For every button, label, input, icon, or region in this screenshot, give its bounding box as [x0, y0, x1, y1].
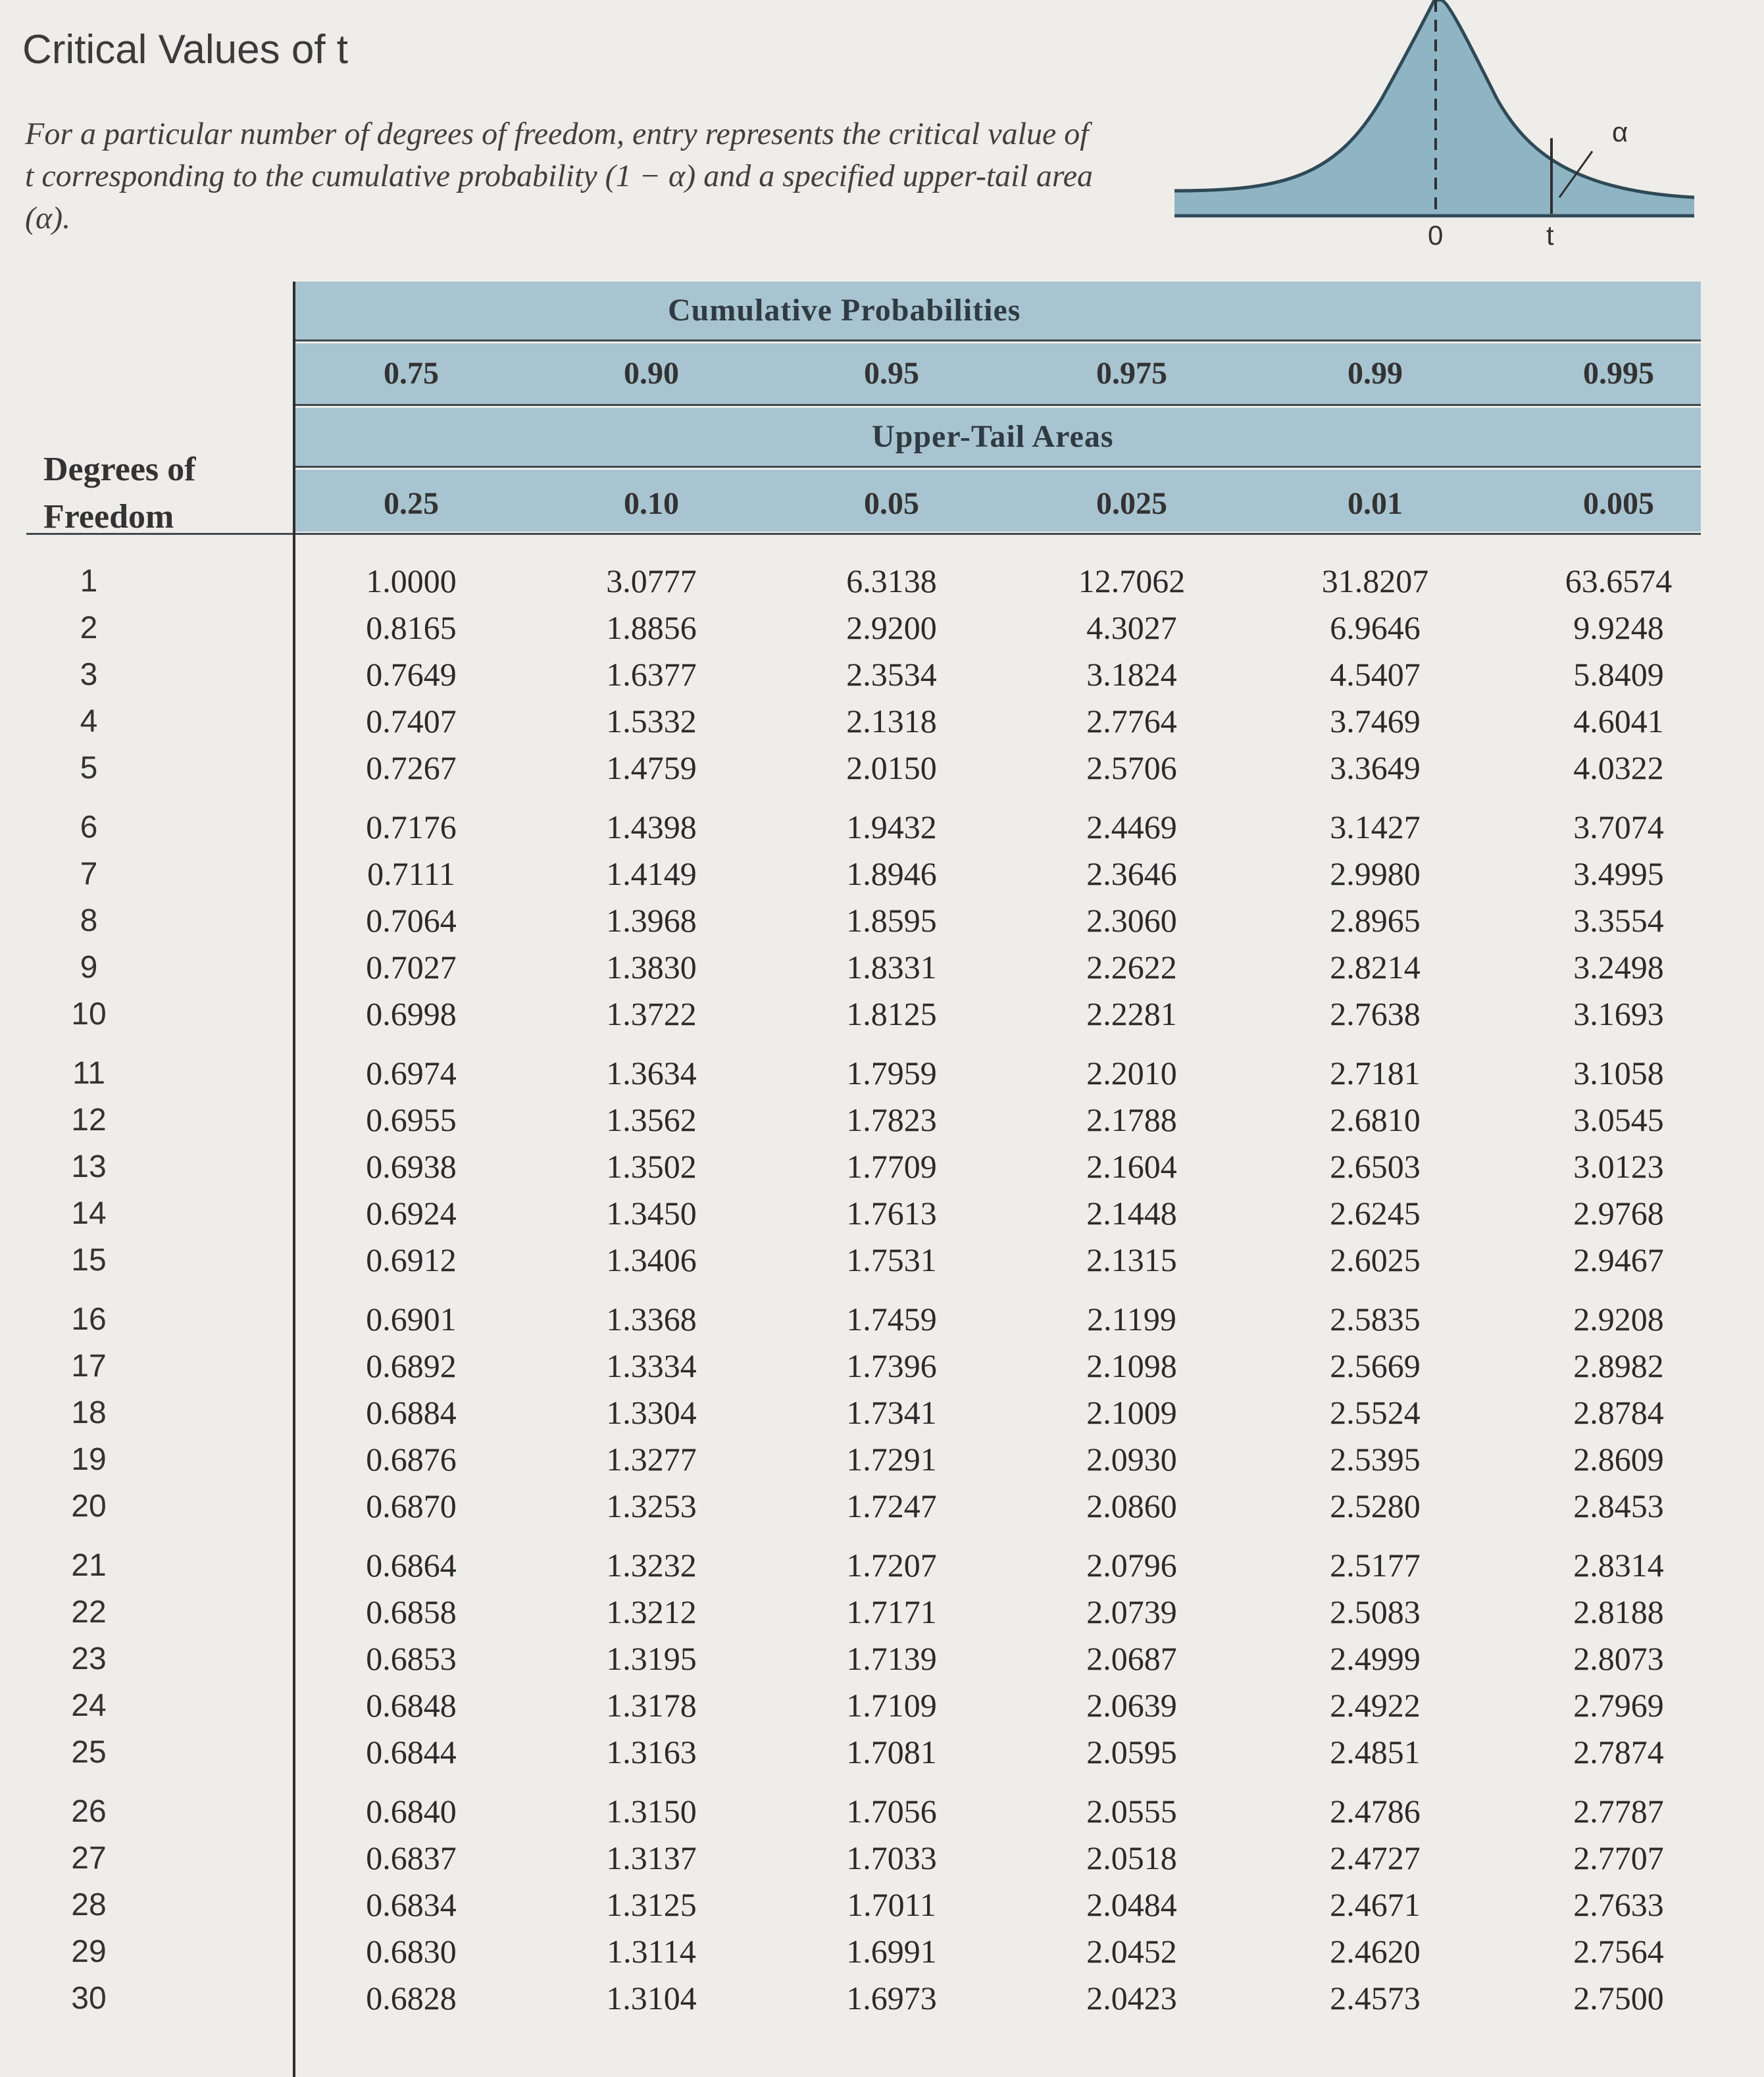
critical-value-cell: 0.6870: [366, 1488, 457, 1524]
prob-header: 0.995: [1583, 356, 1654, 391]
df-cell: 18: [71, 1395, 107, 1430]
critical-value-cell: 2.7707: [1573, 1839, 1664, 1876]
critical-value-cell: 3.3649: [1330, 749, 1421, 786]
critical-value-cell: 2.2010: [1086, 1055, 1177, 1091]
critical-value-cell: 2.9768: [1573, 1195, 1664, 1232]
critical-value-cell: 2.9208: [1573, 1301, 1664, 1338]
critical-value-cell: 1.7056: [846, 1793, 937, 1830]
table-row: [26, 1343, 1701, 1389]
critical-value-cell: 4.5407: [1330, 656, 1421, 693]
critical-value-cell: 0.7111: [367, 855, 455, 892]
df-cell: 26: [71, 1794, 107, 1829]
critical-value-cell: 2.1199: [1087, 1301, 1176, 1338]
critical-value-cell: 2.7969: [1573, 1687, 1664, 1724]
critical-value-cell: 2.0423: [1086, 1980, 1177, 2016]
critical-value-cell: 3.7469: [1330, 703, 1421, 739]
critical-value-cell: 2.0452: [1086, 1933, 1177, 1970]
critical-value-cell: 2.8188: [1573, 1593, 1664, 1630]
df-cell: 24: [71, 1688, 107, 1723]
alpha-label: α: [1612, 116, 1628, 147]
critical-value-cell: 2.6810: [1330, 1101, 1421, 1138]
critical-value-cell: 1.8946: [846, 855, 937, 892]
table-row: [26, 1542, 1701, 1589]
df-cell: 3: [80, 657, 98, 692]
critical-value-cell: 3.0545: [1573, 1101, 1664, 1138]
critical-value-cell: 0.6834: [366, 1886, 457, 1923]
table-row: [26, 1050, 1701, 1097]
critical-value-cell: 1.3634: [606, 1055, 697, 1091]
critical-value-cell: 2.6245: [1330, 1195, 1421, 1232]
table-row: [26, 1389, 1701, 1436]
prob-header: 0.90: [624, 356, 679, 391]
critical-value-cell: 1.3212: [606, 1593, 697, 1630]
critical-value-cell: 2.0595: [1086, 1734, 1177, 1770]
df-cell: 9: [80, 950, 98, 985]
critical-value-cell: 0.6912: [366, 1241, 457, 1278]
area-header: 0.01: [1348, 486, 1403, 521]
df-cell: 20: [71, 1489, 107, 1524]
critical-value-cell: 12.7062: [1078, 563, 1186, 599]
df-cell: 12: [71, 1103, 107, 1138]
critical-value-cell: 0.7649: [366, 656, 457, 693]
critical-value-cell: 2.1318: [846, 703, 937, 739]
critical-value-cell: 0.6998: [366, 995, 457, 1032]
critical-value-cell: 2.6025: [1330, 1241, 1421, 1278]
critical-value-cell: 1.6973: [846, 1980, 937, 2016]
critical-value-cell: 2.0518: [1086, 1839, 1177, 1876]
critical-value-cell: 2.8073: [1573, 1640, 1664, 1677]
table-row: [26, 851, 1701, 897]
critical-value-cell: 0.7407: [366, 703, 457, 739]
df-cell: 28: [71, 1888, 107, 1922]
critical-value-cell: 1.4398: [606, 809, 697, 845]
critical-value-cell: 1.3562: [606, 1101, 697, 1138]
table-row: [26, 1190, 1701, 1237]
critical-value-cell: 1.7081: [846, 1734, 937, 1770]
df-cell: 1: [80, 564, 98, 599]
critical-value-cell: 1.8856: [606, 609, 697, 646]
df-cell: 23: [71, 1641, 107, 1676]
table-row: [26, 1483, 1701, 1530]
df-cell: 13: [71, 1149, 107, 1184]
critical-value-cell: 1.7613: [846, 1195, 937, 1232]
critical-value-cell: 2.8784: [1573, 1394, 1664, 1431]
critical-value-cell: 2.0860: [1086, 1488, 1177, 1524]
critical-value-cell: 1.3277: [606, 1441, 697, 1478]
row-group: [26, 804, 1701, 1050]
critical-value-cell: 2.5706: [1086, 749, 1177, 786]
critical-value-cell: 2.3646: [1086, 855, 1177, 892]
table-row: [26, 1589, 1701, 1636]
df-cell: 27: [71, 1841, 107, 1876]
critical-value-cell: 2.4671: [1330, 1886, 1421, 1923]
critical-value-cell: 2.1604: [1086, 1148, 1177, 1185]
df-cell: 11: [72, 1056, 105, 1091]
critical-value-cell: 3.3554: [1573, 902, 1664, 939]
table-row: [26, 944, 1701, 991]
critical-value-cell: 2.0150: [846, 749, 937, 786]
upper-tail-areas-header: Upper-Tail Areas: [872, 419, 1114, 454]
critical-value-cell: 1.3195: [606, 1640, 697, 1677]
critical-value-cell: 6.9646: [1330, 609, 1421, 646]
critical-value-cell: 2.5524: [1330, 1394, 1421, 1431]
critical-value-cell: 2.7181: [1330, 1055, 1421, 1091]
degrees-of-freedom-header: Degrees of Freedom: [43, 451, 196, 536]
critical-value-cell: 1.7171: [846, 1593, 937, 1630]
prob-header: 0.99: [1348, 356, 1403, 391]
critical-value-cell: 1.3368: [606, 1301, 697, 1338]
critical-value-cell: 0.7176: [366, 809, 457, 845]
critical-value-cell: 2.1788: [1086, 1101, 1177, 1138]
critical-value-cell: 2.0687: [1086, 1640, 1177, 1677]
table-description: For a particular number of degrees of freedom, entry represents the critical value of t corresponding to the cumulative probability (1 − α) and a specified upper-tail area (α).: [25, 116, 1094, 236]
critical-value-cell: 1.6377: [606, 656, 697, 693]
critical-value-cell: 2.0739: [1086, 1593, 1177, 1630]
df-cell: 5: [80, 751, 98, 786]
df-cell: 25: [71, 1735, 107, 1770]
critical-value-cell: 2.5083: [1330, 1593, 1421, 1630]
critical-value-cell: 2.8453: [1573, 1488, 1664, 1524]
critical-value-cell: 2.6503: [1330, 1148, 1421, 1185]
critical-values-table: [26, 282, 1701, 2077]
critical-value-cell: 2.1315: [1086, 1241, 1177, 1278]
critical-value-cell: 1.3114: [607, 1933, 696, 1970]
critical-value-cell: 1.3253: [606, 1488, 697, 1524]
critical-value-cell: 1.0000: [366, 563, 457, 599]
critical-value-cell: 0.6892: [366, 1347, 457, 1384]
critical-value-cell: 3.1058: [1573, 1055, 1664, 1091]
page-title: Critical Values of t: [22, 27, 349, 72]
critical-value-cell: 0.7064: [366, 902, 457, 939]
critical-value-cell: 0.6858: [366, 1593, 457, 1630]
area-header: 0.005: [1583, 486, 1654, 521]
table-row: [26, 1882, 1701, 1928]
table-row: [26, 745, 1701, 791]
critical-value-cell: 2.2622: [1086, 949, 1177, 986]
critical-value-cell: 3.7074: [1573, 809, 1664, 845]
row-group: [26, 1542, 1701, 1788]
critical-value-cell: 1.7011: [847, 1886, 936, 1923]
critical-value-cell: 2.9200: [846, 609, 937, 646]
critical-value-cell: 3.2498: [1573, 949, 1664, 986]
critical-value-cell: 2.4469: [1086, 809, 1177, 845]
critical-value-cell: 1.7823: [846, 1101, 937, 1138]
table-row: [26, 1237, 1701, 1284]
df-cell: 29: [71, 1934, 107, 1969]
critical-value-cell: 1.9432: [846, 809, 937, 845]
row-group: [26, 1788, 1701, 2034]
df-cell: 10: [71, 997, 107, 1032]
critical-value-cell: 2.8965: [1330, 902, 1421, 939]
table-row: [26, 991, 1701, 1038]
critical-value-cell: 3.0777: [606, 563, 697, 599]
critical-value-cell: 2.0930: [1086, 1441, 1177, 1478]
table-row: [26, 804, 1701, 851]
critical-value-cell: 1.3137: [606, 1839, 697, 1876]
table-row: [26, 1975, 1701, 2022]
critical-value-cell: 0.8165: [366, 609, 457, 646]
critical-value-cell: 1.7291: [846, 1441, 937, 1478]
t-label: t: [1546, 220, 1554, 251]
critical-value-cell: 2.5835: [1330, 1301, 1421, 1338]
critical-value-cell: 0.6844: [366, 1734, 457, 1770]
critical-value-cell: 2.8214: [1330, 949, 1421, 986]
table-body: [26, 558, 1701, 2034]
critical-value-cell: 2.7764: [1086, 703, 1177, 739]
critical-value-cell: 1.3178: [606, 1687, 697, 1724]
critical-value-cell: 2.5280: [1330, 1488, 1421, 1524]
table-row: [26, 1436, 1701, 1483]
df-cell: 15: [71, 1243, 107, 1278]
critical-value-cell: 4.6041: [1573, 703, 1664, 739]
critical-value-cell: 1.5332: [606, 703, 697, 739]
table-row: [26, 605, 1701, 651]
table-row: [26, 1143, 1701, 1190]
table-row: [26, 1835, 1701, 1882]
critical-value-cell: 2.1448: [1086, 1195, 1177, 1232]
df-cell: 17: [71, 1349, 107, 1384]
critical-value-cell: 1.3104: [606, 1980, 697, 2016]
critical-value-cell: 4.3027: [1086, 609, 1177, 646]
critical-value-cell: 1.8125: [846, 995, 937, 1032]
critical-value-cell: 2.7500: [1573, 1980, 1664, 2016]
critical-value-cell: 3.1427: [1330, 809, 1421, 845]
critical-value-cell: 2.2281: [1086, 995, 1177, 1032]
table-row: [26, 1097, 1701, 1143]
zero-label: 0: [1428, 220, 1444, 251]
df-cell: 19: [71, 1442, 107, 1477]
critical-value-cell: 2.4786: [1330, 1793, 1421, 1830]
area-header: 0.05: [864, 486, 919, 521]
critical-value-cell: 1.3334: [606, 1347, 697, 1384]
critical-value-cell: 1.7033: [846, 1839, 937, 1876]
df-cell: 8: [80, 903, 98, 938]
df-cell: 22: [71, 1595, 107, 1630]
prob-header: 0.975: [1096, 356, 1167, 391]
critical-value-cell: 4.0322: [1573, 749, 1664, 786]
table-row: [26, 1788, 1701, 1835]
t-distribution-figure: [1165, 0, 1704, 263]
critical-value-cell: 5.8409: [1573, 656, 1664, 693]
critical-value-cell: 0.6876: [366, 1441, 457, 1478]
table-row: [26, 698, 1701, 745]
area-header: 0.25: [384, 486, 439, 521]
critical-value-cell: 1.3968: [606, 902, 697, 939]
critical-value-cell: 1.3163: [606, 1734, 697, 1770]
critical-value-cell: 0.6938: [366, 1148, 457, 1185]
critical-value-cell: 0.6901: [366, 1301, 457, 1338]
area-header: 0.10: [624, 486, 679, 521]
df-cell: 6: [80, 810, 98, 845]
critical-value-cell: 1.7207: [846, 1547, 937, 1584]
table-row: [26, 558, 1701, 605]
critical-value-cell: 2.4922: [1330, 1687, 1421, 1724]
critical-value-cell: 2.8314: [1573, 1547, 1664, 1584]
df-cell: 16: [71, 1302, 107, 1337]
prob-header: 0.95: [864, 356, 919, 391]
critical-value-cell: 0.7267: [366, 749, 457, 786]
critical-value-cell: 1.7459: [846, 1301, 937, 1338]
critical-value-cell: 1.3830: [606, 949, 697, 986]
critical-value-cell: 2.4573: [1330, 1980, 1421, 2016]
critical-value-cell: 1.3722: [606, 995, 697, 1032]
critical-value-cell: 3.1693: [1573, 995, 1664, 1032]
row-group: [26, 558, 1701, 804]
critical-value-cell: 0.6974: [366, 1055, 457, 1091]
df-cell: 30: [71, 1981, 107, 2016]
table-row: [26, 1928, 1701, 1975]
critical-value-cell: 1.7247: [846, 1488, 937, 1524]
critical-value-cell: 1.8331: [846, 949, 937, 986]
df-cell: 7: [80, 857, 98, 891]
critical-value-cell: 3.4995: [1573, 855, 1664, 892]
critical-value-cell: 1.7139: [846, 1640, 937, 1677]
prob-header: 0.75: [384, 356, 439, 391]
critical-value-cell: 0.6848: [366, 1687, 457, 1724]
critical-value-cell: 2.9467: [1573, 1241, 1664, 1278]
critical-value-cell: 1.7396: [846, 1347, 937, 1384]
critical-value-cell: 2.7874: [1573, 1734, 1664, 1770]
critical-value-cell: 2.7633: [1573, 1886, 1664, 1923]
critical-value-cell: 2.4999: [1330, 1640, 1421, 1677]
critical-value-cell: 2.8982: [1573, 1347, 1664, 1384]
df-cell: 14: [71, 1196, 107, 1231]
critical-value-cell: 1.3502: [606, 1148, 697, 1185]
critical-value-cell: 31.8207: [1321, 563, 1429, 599]
critical-value-cell: 1.3450: [606, 1195, 697, 1232]
critical-value-cell: 0.6830: [366, 1933, 457, 1970]
critical-value-cell: 1.3232: [606, 1547, 697, 1584]
table-row: [26, 1729, 1701, 1776]
critical-value-cell: 1.4759: [606, 749, 697, 786]
row-group: [26, 1296, 1701, 1542]
critical-value-cell: 2.5177: [1330, 1547, 1421, 1584]
row-group: [26, 1050, 1701, 1296]
critical-value-cell: 0.6840: [366, 1793, 457, 1830]
critical-value-cell: 0.6828: [366, 1980, 457, 2016]
critical-value-cell: 2.1098: [1086, 1347, 1177, 1384]
critical-value-cell: 1.4149: [606, 855, 697, 892]
critical-value-cell: 2.5395: [1330, 1441, 1421, 1478]
critical-value-cell: 2.7787: [1573, 1793, 1664, 1830]
critical-value-cell: 2.5669: [1330, 1347, 1421, 1384]
critical-value-cell: 1.3406: [606, 1241, 697, 1278]
critical-value-cell: 0.6864: [366, 1547, 457, 1584]
critical-value-cell: 1.3304: [606, 1394, 697, 1431]
critical-value-cell: 1.6991: [846, 1933, 937, 1970]
critical-value-cell: 0.6955: [366, 1101, 457, 1138]
critical-value-cell: 6.3138: [846, 563, 937, 599]
critical-value-cell: 0.6837: [366, 1839, 457, 1876]
critical-value-cell: 9.9248: [1573, 609, 1664, 646]
critical-value-cell: 1.7959: [846, 1055, 937, 1091]
critical-value-cell: 2.7638: [1330, 995, 1421, 1032]
table-row: [26, 1296, 1701, 1343]
area-header: 0.025: [1096, 486, 1167, 521]
critical-value-cell: 2.4727: [1330, 1839, 1421, 1876]
critical-value-cell: 1.3125: [606, 1886, 697, 1923]
critical-value-cell: 3.1824: [1086, 656, 1177, 693]
critical-value-cell: 2.4620: [1330, 1933, 1421, 1970]
critical-value-cell: 2.0484: [1086, 1886, 1177, 1923]
critical-value-cell: 2.7564: [1573, 1933, 1664, 1970]
critical-value-cell: 0.7027: [366, 949, 457, 986]
critical-value-cell: 2.0796: [1086, 1547, 1177, 1584]
critical-value-cell: 2.4851: [1330, 1734, 1421, 1770]
critical-value-cell: 1.7341: [846, 1394, 937, 1431]
critical-value-cell: 2.8609: [1573, 1441, 1664, 1478]
critical-value-cell: 3.0123: [1573, 1148, 1664, 1185]
critical-value-cell: 1.7709: [846, 1148, 937, 1185]
critical-value-cell: 1.7109: [846, 1687, 937, 1724]
critical-value-cell: 0.6853: [366, 1640, 457, 1677]
critical-value-cell: 1.8595: [846, 902, 937, 939]
table-row: [26, 1636, 1701, 1682]
critical-value-cell: 1.7531: [846, 1241, 937, 1278]
df-cell: 4: [80, 704, 98, 739]
critical-value-cell: 1.3150: [606, 1793, 697, 1830]
critical-value-cell: 2.0639: [1086, 1687, 1177, 1724]
df-cell: 2: [80, 611, 98, 645]
table-row: [26, 651, 1701, 698]
cumulative-probabilities-header: Cumulative Probabilities: [668, 293, 1021, 328]
df-cell: 21: [71, 1548, 107, 1583]
critical-value-cell: 2.3534: [846, 656, 937, 693]
critical-value-cell: 2.3060: [1086, 902, 1177, 939]
critical-value-cell: 2.1009: [1086, 1394, 1177, 1431]
table-row: [26, 1682, 1701, 1729]
critical-value-cell: 0.6884: [366, 1394, 457, 1431]
table-row: [26, 897, 1701, 944]
critical-value-cell: 2.9980: [1330, 855, 1421, 892]
critical-value-cell: 2.0555: [1086, 1793, 1177, 1830]
critical-value-cell: 0.6924: [366, 1195, 457, 1232]
critical-value-cell: 63.6574: [1565, 563, 1673, 599]
